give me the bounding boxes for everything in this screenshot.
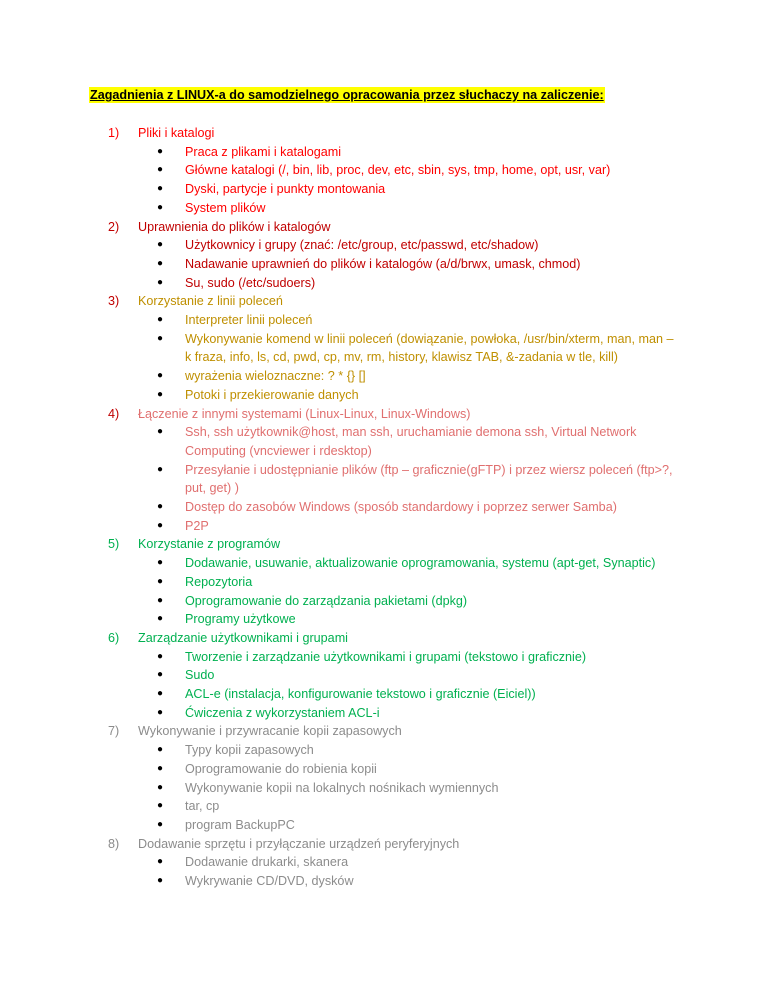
bullet-icon: ● (157, 463, 164, 475)
section-heading (0, 722, 768, 741)
list-item (0, 816, 768, 835)
bullet-icon: ● (157, 706, 164, 718)
list-item (0, 648, 768, 667)
bullet-icon: ● (157, 257, 164, 269)
section-number: 1) (108, 126, 120, 140)
section-title: Pliki i katalogi (138, 126, 215, 140)
list-item (0, 741, 768, 760)
section-number: 6) (108, 630, 120, 645)
list-item-text: Potoki i przekierowanie danych (185, 387, 359, 402)
topic-outline (0, 124, 768, 891)
list-item (0, 367, 768, 386)
bullet-icon: ● (157, 594, 164, 606)
list-item-text: Przesyłanie i udostępnianie plików (ftp – graficznie(gFTP) i przez wiersz poleceń (ftp>?, put, get) ) (185, 462, 673, 496)
list-item-text: Oprogramowanie do zarządzania pakietami (dpkg) (185, 593, 468, 608)
list-item (0, 255, 768, 274)
section-heading (0, 292, 768, 311)
section-6 (0, 629, 768, 723)
list-item-text: Sudo (185, 668, 215, 683)
section-number: 8) (108, 836, 120, 851)
list-item-text: program BackupPC (185, 817, 295, 832)
bullet-icon: ● (157, 744, 164, 756)
bullet-icon: ● (157, 164, 164, 176)
list-item-text: Wykonywanie kopii na lokalnych nośnikach wymiennych (185, 780, 499, 795)
bullet-icon: ● (157, 332, 164, 344)
section-1 (0, 124, 768, 218)
list-item-text: Ssh, ssh użytkownik@host, man ssh, uruchamianie demona ssh, Virtual Network Computing (vncviewer i rdesktop) (185, 425, 637, 458)
list-item (0, 386, 768, 405)
section-heading (0, 405, 768, 424)
section-heading (0, 535, 768, 554)
section-number: 5) (108, 537, 120, 552)
list-item (0, 685, 768, 704)
bullet-icon: ● (157, 856, 164, 868)
list-item (0, 498, 768, 517)
list-item-text: Nadawanie uprawnień do plików i katalogów (a/d/brwx, umask, chmod) (185, 256, 581, 271)
list-item (0, 760, 768, 779)
section-title: Zarządzanie użytkownikami i grupami (138, 630, 348, 645)
list-item (0, 797, 768, 816)
list-item-text: Dodawanie drukarki, skanera (185, 855, 349, 870)
section-heading (0, 218, 768, 237)
list-item (0, 554, 768, 573)
section-2 (0, 218, 768, 293)
section-number: 2) (108, 219, 120, 234)
bullet-icon: ● (157, 688, 164, 699)
bullet-icon: ● (157, 781, 164, 793)
list-item (0, 666, 768, 685)
section-number: 7) (108, 724, 120, 739)
bullet-icon: ● (157, 145, 164, 157)
list-item (0, 704, 768, 723)
bullet-icon: ● (157, 613, 164, 625)
bullet-icon: ● (157, 875, 164, 886)
bullet-icon: ● (157, 575, 164, 587)
list-item-text: Praca z plikami i katalogami (185, 144, 342, 159)
section-heading (0, 629, 768, 648)
list-item-text: tar, cp (185, 799, 220, 814)
list-item-text: Interpreter linii poleceń (185, 312, 313, 327)
list-item (0, 161, 768, 180)
list-item (0, 853, 768, 872)
list-item-text: Główne katalogi (/, bin, lib, proc, dev, etc, sbin, sys, tmp, home, opt, usr, var) (185, 163, 611, 178)
list-item (0, 143, 768, 162)
section-number: 4) (108, 406, 120, 421)
list-item-text: Oprogramowanie do robienia kopii (185, 761, 377, 776)
section-3 (0, 292, 768, 404)
section-heading (0, 124, 768, 143)
list-item-text: Wykrywanie CD/DVD, dysków (185, 874, 354, 888)
list-item-text: System plików (185, 200, 266, 215)
bullet-icon: ● (157, 370, 164, 382)
bullet-icon: ● (157, 818, 164, 830)
list-item-text: ACL-e (instalacja, konfigurowanie tekstowo i graficznie (Eiciel)) (185, 687, 536, 701)
bullet-icon: ● (157, 183, 164, 195)
list-item (0, 461, 768, 498)
list-item-text: Su, sudo (/etc/sudoers) (185, 275, 316, 290)
list-item-text: Ćwiczenia z wykorzystaniem ACL-i (185, 705, 380, 720)
bullet-icon: ● (157, 388, 164, 400)
bullet-icon: ● (157, 276, 164, 288)
list-item (0, 573, 768, 592)
list-item-text: Dodawanie, usuwanie, aktualizowanie oprogramowania, systemu (apt-get, Synaptic) (185, 556, 656, 571)
list-item (0, 180, 768, 199)
list-item-text: Tworzenie i zarządzanie użytkownikami i grupami (tekstowo i graficznie) (185, 649, 587, 664)
bullet-icon: ● (157, 519, 164, 531)
list-item (0, 199, 768, 218)
section-5 (0, 535, 768, 629)
section-title: Korzystanie z programów (138, 537, 281, 552)
list-item (0, 274, 768, 293)
list-item (0, 610, 768, 629)
list-item-text: Repozytoria (185, 574, 253, 589)
list-item (0, 517, 768, 536)
section-7 (0, 722, 768, 834)
section-title: Korzystanie z linii poleceń (138, 294, 283, 309)
section-title: Uprawnienia do plików i katalogów (138, 219, 331, 234)
bullet-icon: ● (157, 239, 164, 251)
section-title: Wykonywanie i przywracanie kopii zapasowych (138, 724, 402, 739)
section-number: 3) (108, 294, 120, 309)
section-8 (0, 835, 768, 891)
bullet-icon: ● (157, 800, 164, 812)
section-title: Dodawanie sprzętu i przyłączanie urządzeń peryferyjnych (138, 836, 460, 851)
bullet-icon: ● (157, 313, 164, 325)
list-item (0, 779, 768, 798)
list-item (0, 423, 768, 460)
list-item (0, 236, 768, 255)
list-item-text: P2P (185, 518, 209, 533)
section-title: Łączenie z innymi systemami (Linux-Linux, Linux-Windows) (138, 406, 471, 421)
bullet-icon: ● (157, 501, 164, 512)
document-title: Zagadnienia z LINUX-a do samodzielnego opracowania przez słuchaczy na zaliczenie: (90, 88, 604, 102)
list-item (0, 330, 768, 367)
list-item (0, 872, 768, 891)
section-4 (0, 405, 768, 536)
bullet-icon: ● (157, 650, 164, 662)
list-item-text: Programy użytkowe (185, 612, 296, 627)
bullet-icon: ● (157, 669, 164, 681)
bullet-icon: ● (157, 201, 164, 213)
list-item-text: Wykonywanie komend w linii poleceń (dowiązanie, powłoka, /usr/bin/xterm, man, man –k fraza, info, ls, cd, pwd, cp, mv, rm, history, klawisz TAB, &-zadania w tle, kill) (185, 331, 674, 365)
bullet-icon: ● (157, 426, 164, 438)
list-item-text: Użytkownicy i grupy (znać: /etc/group, etc/passwd, etc/shadow) (185, 238, 539, 253)
list-item (0, 592, 768, 611)
list-item-text: Dostęp do zasobów Windows (sposób standardowy i poprzez serwer Samba) (185, 500, 617, 514)
list-item-text: Typy kopii zapasowych (185, 743, 314, 758)
bullet-icon: ● (157, 557, 164, 569)
list-item-text: Dyski, partycje i punkty montowania (185, 182, 386, 197)
list-item (0, 311, 768, 330)
bullet-icon: ● (157, 762, 164, 774)
list-item-text: wyrażenia wieloznaczne: ? * {} [] (185, 369, 366, 384)
section-heading (0, 835, 768, 854)
